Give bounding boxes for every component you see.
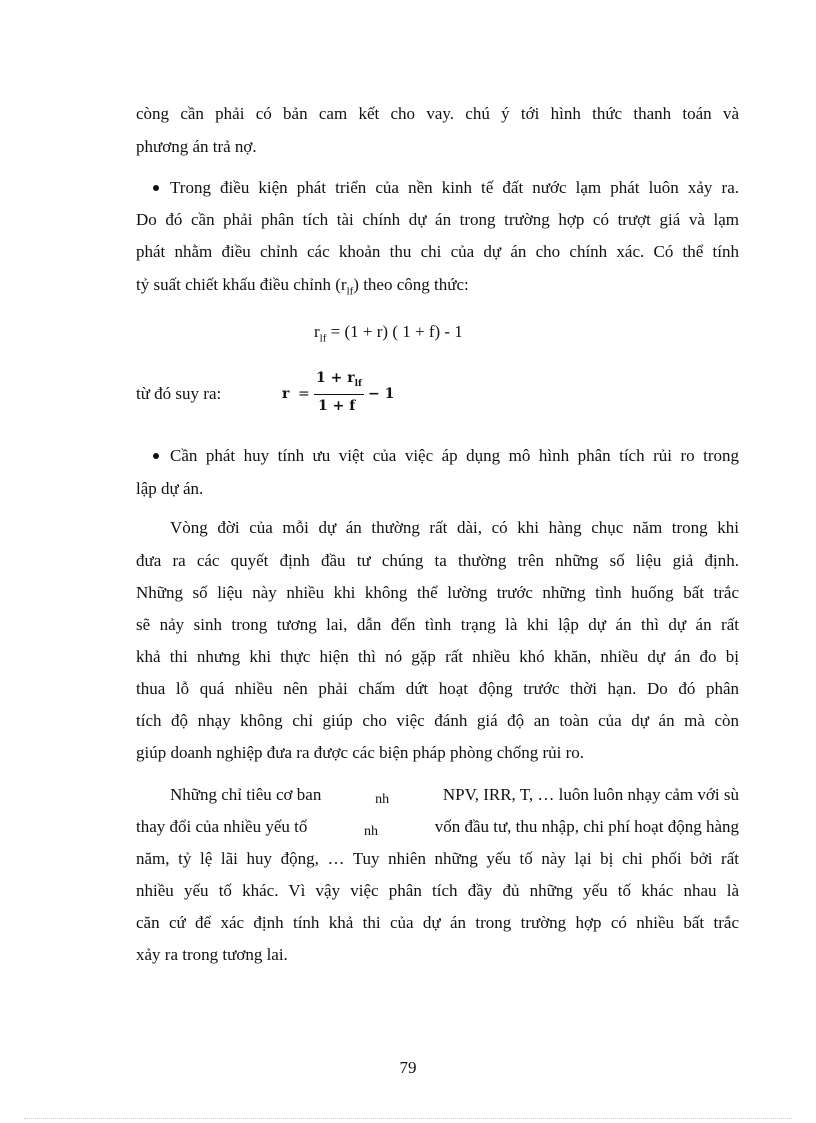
formula2-num-sub: lf — [354, 378, 362, 389]
para2-line-7: tích độ nhạy không chỉ giúp cho việc đánh giá độ an toàn của dự án mà còn — [136, 711, 739, 730]
bullet1-line-4-sub: lf — [346, 285, 354, 295]
formula1-rest: = (1 + r) ( 1 + f) - 1 — [326, 322, 463, 341]
para3-line-2-b: vốn đầu tư, thu nhập, chi phí hoạt động hàng — [434, 817, 739, 836]
formula1-sub: lf — [319, 332, 327, 345]
para3-line-6: xảy ra trong tương lai. — [136, 945, 288, 964]
bullet1-line-4-end: ) theo công thức: — [353, 275, 469, 294]
para3-line-3: năm, tỷ lệ lãi huy động, … Tuy nhiên những yếu tố này lại bị chi phối bởi rất — [136, 849, 739, 868]
para1-line-1: còng cần phải có bản cam kết cho vay. chú ý tới hình thức thanh toán và — [136, 104, 739, 123]
para3-line-2-nh: nh — [364, 824, 379, 837]
bullet2-line-1: Cần phát huy tính ưu việt của việc áp dụng mô hình phân tích rủi ro trong — [170, 446, 739, 465]
para2-line-1: Vòng đời của mỗi dự án thường rất dài, có khi hàng chục năm trong khi — [170, 518, 739, 537]
para3-line-1-a: Những chỉ tiêu cơ ban — [170, 785, 322, 804]
fraction-bar — [314, 394, 364, 395]
para3-line-2-a: thay đổi của nhiều yếu tố — [136, 817, 308, 836]
para3-line-5: căn cứ để xác định tính khả thi của dự án trong trường hợp có nhiều bất trắc — [136, 913, 739, 932]
bullet1-line-1: Trong điều kiện phát triển của nền kinh tế đất nước lạm phát luôn xảy ra. — [170, 178, 739, 197]
inflation-formula — [314, 321, 463, 349]
bullet1-line-3: phát nhằm điều chỉnh các khoản thu chi của dự án cho chính xác. Có thể tính — [136, 242, 739, 261]
para2-line-2: đưa ra các quyết định đầu tư chúng ta thường trên những số liệu giả định. — [136, 551, 739, 570]
para1-line-2: phương án trả nợ. — [136, 137, 257, 156]
para2-line-8: giúp doanh nghiệp đưa ra được các biện pháp phòng chống rủi ro. — [136, 743, 585, 762]
page-number: 79 — [399, 1058, 417, 1077]
para2-line-3: Những số liệu này nhiều khi không thể lường trước những tình huống bất trắc — [136, 583, 739, 602]
bullet1-line-2: Do đó cần phải phân tích tài chính dự án trong trường hợp có trượt giá và lạm — [136, 210, 739, 229]
formula2-denominator: 1 + f — [318, 398, 356, 414]
para3-line-1-b: NPV, IRR, T, … luôn luôn nhạy cảm với sù — [442, 785, 739, 804]
bullet2-line-2: lập dự án. — [136, 479, 204, 498]
formula2-tail: − 1 — [368, 386, 395, 402]
formula2-r: r — [282, 386, 290, 402]
para2-line-6: thua lỗ quá nhiều nên phải chấm dứt hoạt động trước thời hạn. Do đó phân — [136, 679, 739, 698]
para2-line-5: khả thi nhưng khi thực hiện thì nó gặp rất nhiều khó khăn, nhiều dự án đo bị — [136, 647, 739, 666]
para3-line-1-nh: nh — [375, 792, 390, 805]
bullet-icon — [153, 185, 159, 191]
formula1-r: r — [314, 322, 320, 341]
para3-line-2 — [136, 817, 739, 837]
bullet1-line-4-start: tỷ suất chiết khấu điều chỉnh (r — [136, 275, 347, 294]
para3-line-1 — [170, 785, 739, 805]
para2-line-4: sẽ nảy sinh trong tương lai, dẫn đến tình trạng là khi lập dự án thì dự án rất — [136, 615, 739, 634]
derived-formula — [282, 370, 412, 418]
para3-line-4: nhiều yếu tố khác. Vì vậy việc phân tích đầy đủ những yếu tố khác nhau là — [136, 881, 739, 900]
formula2-eq: = — [298, 386, 310, 402]
bullet1-line-4 — [136, 275, 739, 295]
bullet-icon — [153, 453, 159, 459]
derive-label: từ đó suy ra: — [136, 384, 222, 403]
formula2-num-text: 1 + r — [316, 370, 355, 386]
formula2-numerator — [316, 370, 362, 389]
page-bottom-divider — [24, 1118, 792, 1119]
